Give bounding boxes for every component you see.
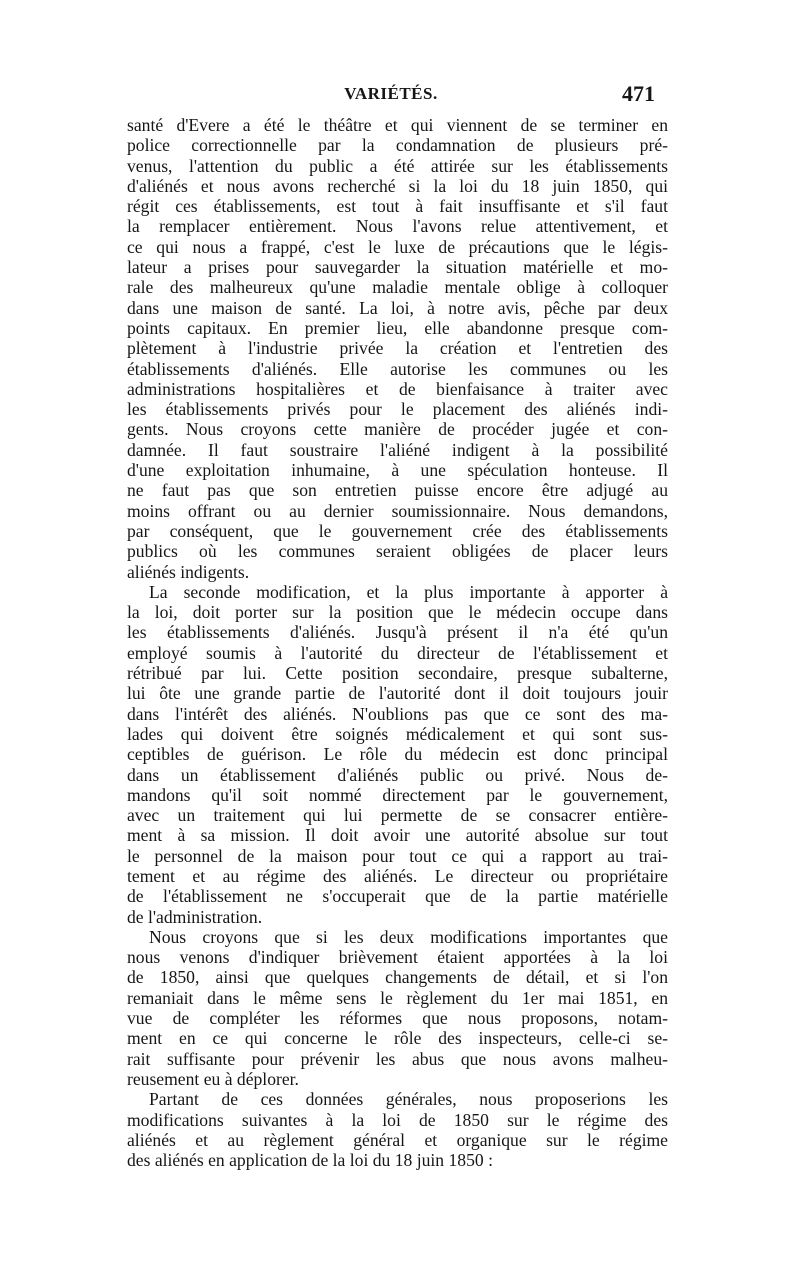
text-line: lades qui doivent être soignés médicalement et qui sont sus- bbox=[127, 723, 668, 744]
text-line: de 1850, ainsi que quelques changements de détail, et si l'on bbox=[127, 967, 668, 988]
text-line: remaniait dans le même sens le règlement du 1er mai 1851, en bbox=[127, 987, 668, 1008]
text-line: ment à sa mission. Il doit avoir une autorité absolue sur tout bbox=[127, 825, 668, 846]
text-line: aliénés indigents. bbox=[127, 561, 250, 582]
text-line: police correctionnelle par la condamnation de plusieurs pré- bbox=[127, 135, 668, 156]
text-line: Partant de ces données générales, nous proposerions les bbox=[149, 1089, 668, 1110]
text-line: plètement à l'industrie privée la création et l'entretien des bbox=[127, 338, 668, 359]
text-line: de l'établissement ne s'occuperait que de la partie matérielle bbox=[127, 886, 668, 907]
text-line: santé d'Evere a été le théâtre et qui viennent de se terminer en bbox=[127, 115, 668, 135]
text-line: ce qui nous a frappé, c'est le luxe de précautions que le légis- bbox=[127, 236, 668, 257]
text-line: le personnel de la maison pour tout ce qui a rapport au trai- bbox=[127, 845, 668, 866]
text-line: les établissements d'aliénés. Jusqu'à présent il n'a été qu'un bbox=[127, 622, 668, 643]
text-line: nous venons d'indiquer brièvement étaient apportées à la loi bbox=[127, 947, 668, 968]
text-line: établissements d'aliénés. Elle autorise les communes ou les bbox=[127, 358, 668, 379]
text-line: reusement eu à déplorer. bbox=[127, 1068, 299, 1089]
running-title: VARIÉTÉS. bbox=[344, 84, 438, 103]
paragraph bbox=[127, 582, 668, 927]
text-line: régit ces établissements, est tout à fait insuffisante et s'il faut bbox=[127, 196, 668, 217]
text-line: tement et au régime des aliénés. Le directeur ou propriétaire bbox=[127, 865, 668, 886]
text-line: lui ôte une grande partie de l'autorité dont il doit toujours jouir bbox=[127, 683, 668, 704]
text-line: dans un établissement d'aliénés public ou privé. Nous de- bbox=[127, 764, 668, 785]
body-text bbox=[127, 115, 668, 1170]
text-line: rétribué par lui. Cette position secondaire, presque subalterne, bbox=[127, 663, 668, 684]
text-line: rale des malheureux qu'une maladie mentale oblige à colloquer bbox=[127, 277, 668, 298]
text-line: avec un traitement qui lui permette de se consacrer entière- bbox=[127, 805, 668, 826]
text-line: publics où les communes seraient obligées de placer leurs bbox=[127, 541, 668, 562]
text-line: La seconde modification, et la plus importante à apporter à bbox=[149, 581, 668, 602]
text-line: ment en ce qui concerne le rôle des inspecteurs, celle-ci se- bbox=[127, 1028, 668, 1049]
text-line: mandons qu'il soit nommé directement par le gouvernement, bbox=[127, 784, 668, 805]
text-line: d'une exploitation inhumaine, à une spéculation honteuse. Il bbox=[127, 460, 668, 481]
text-line: damnée. Il faut soustraire l'aliéné indigent à la possibilité bbox=[127, 439, 668, 460]
text-line: dans l'intérêt des aliénés. N'oublions pas que ce sont des ma- bbox=[127, 703, 668, 724]
text-line: venus, l'attention du public a été attirée sur les établissements bbox=[127, 155, 668, 176]
text-line: gents. Nous croyons cette manière de procéder jugée et con- bbox=[127, 419, 668, 440]
page-number: 471 bbox=[622, 81, 655, 106]
text-line: aliénés et au règlement général et organique sur le régime bbox=[127, 1129, 668, 1150]
running-header bbox=[127, 81, 655, 114]
text-line: administrations hospitalières et de bienfaisance à traiter avec bbox=[127, 378, 668, 399]
text-line: les établissements privés pour le placement des aliénés indi- bbox=[127, 399, 668, 420]
text-line: la remplacer entièrement. Nous l'avons relue attentivement, et bbox=[127, 216, 668, 237]
text-line: dans une maison de santé. La loi, à notre avis, pêche par deux bbox=[127, 297, 668, 318]
text-line: moins offrant ou au dernier soumissionnaire. Nous demandons, bbox=[127, 500, 668, 521]
text-line: de l'administration. bbox=[127, 906, 263, 927]
paragraph bbox=[127, 115, 668, 582]
text-line: rait suffisante pour prévenir les abus que nous avons malheu- bbox=[127, 1048, 668, 1069]
paragraph bbox=[127, 927, 668, 1089]
text-line: vue de compléter les réformes que nous proposons, notam- bbox=[127, 1008, 668, 1029]
text-line: ceptibles de guérison. Le rôle du médecin est donc principal bbox=[127, 744, 668, 765]
text-line: par conséquent, que le gouvernement crée des établissements bbox=[127, 520, 668, 541]
text-line: Nous croyons que si les deux modifications importantes que bbox=[149, 926, 668, 947]
text-line: points capitaux. En premier lieu, elle abandonne presque com- bbox=[127, 317, 668, 338]
text-line: ne faut pas que son entretien puisse encore être adjugé au bbox=[127, 480, 668, 501]
text-line: lateur a prises pour sauvegarder la situation matérielle et mo- bbox=[127, 257, 668, 278]
text-line: d'aliénés et nous avons recherché si la loi du 18 juin 1850, qui bbox=[127, 175, 668, 196]
text-line: employé soumis à l'autorité du directeur de l'établissement et bbox=[127, 642, 668, 663]
text-line: la loi, doit porter sur la position que le médecin occupe dans bbox=[127, 602, 668, 623]
paragraph bbox=[127, 1089, 668, 1170]
text-line: modifications suivantes à la loi de 1850 sur le régime des bbox=[127, 1109, 668, 1130]
text-line: des aliénés en application de la loi du 18 juin 1850 : bbox=[127, 1150, 493, 1171]
